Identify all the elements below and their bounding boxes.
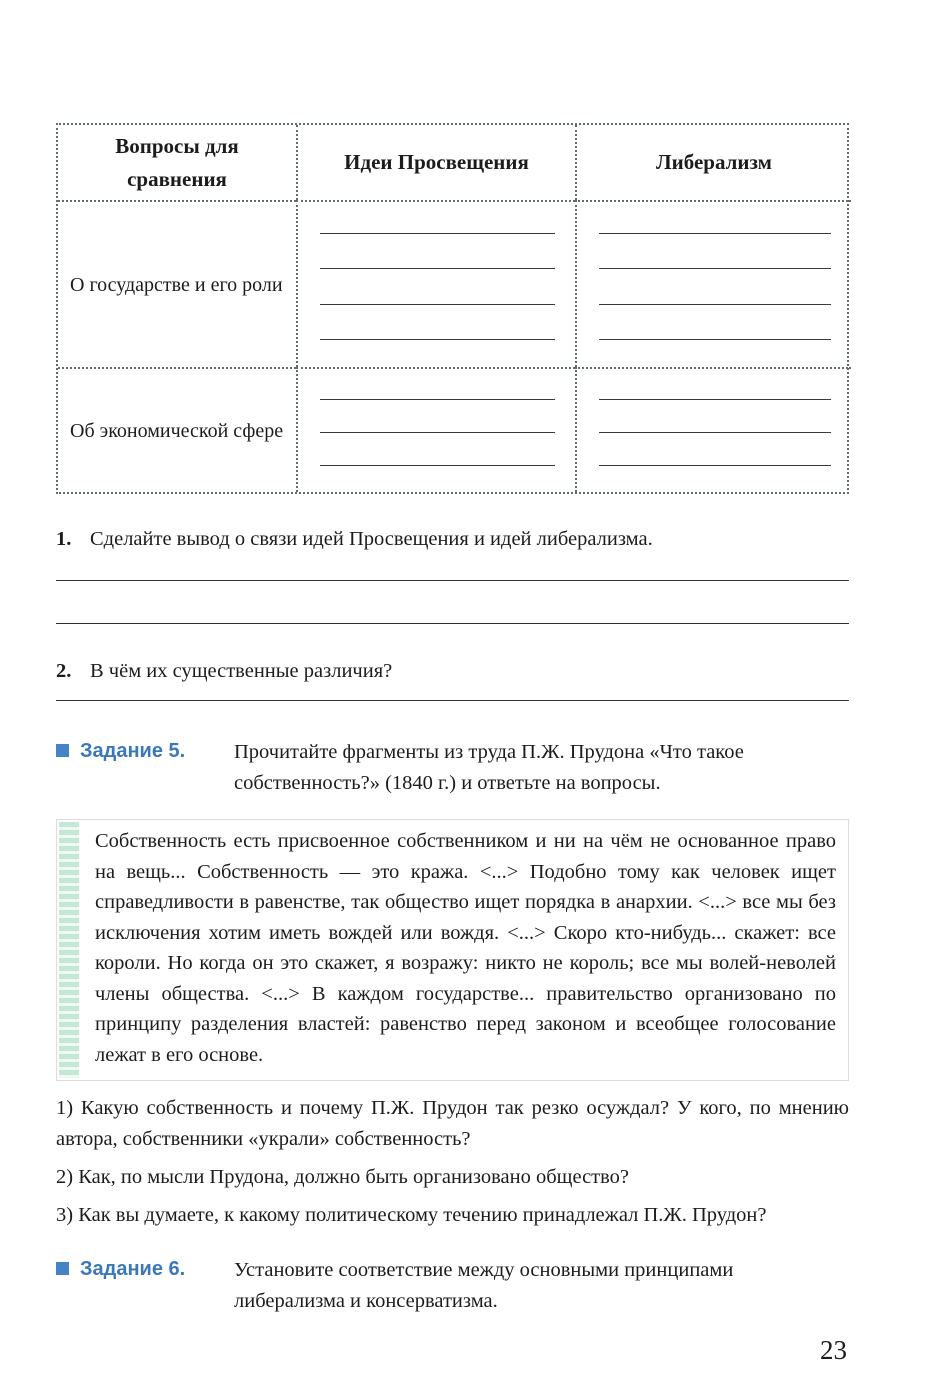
table-cell-blank-lines xyxy=(296,367,575,492)
question-number: 1. xyxy=(56,528,72,550)
subquestion-2: 2) Как, по мысли Прудона, должно быть организовано общество? xyxy=(56,1166,630,1188)
task-label-text: Задание 6. xyxy=(80,1258,186,1280)
table-header-label: Либерализм xyxy=(656,150,772,175)
square-bullet-icon xyxy=(56,744,69,757)
question-number: 2. xyxy=(56,660,72,682)
table-cell-blank-lines xyxy=(575,200,851,367)
write-in-line xyxy=(599,339,831,340)
task-6-label xyxy=(56,1255,234,1317)
write-in-line xyxy=(599,233,831,234)
task-label-text: Задание 5. xyxy=(80,740,186,762)
write-in-line xyxy=(599,465,831,466)
write-in-line xyxy=(320,339,555,340)
page-content xyxy=(56,123,849,1366)
write-in-line xyxy=(320,399,555,400)
table-header-label: Идеи Просвещения xyxy=(344,150,529,175)
table-row-label-state xyxy=(58,200,296,367)
subquestion-1: 1) Какую собственность и почему П.Ж. Прудон так резко осуждал? У кого, по мнению автора, собственники «украли» собственность? xyxy=(56,1097,849,1150)
write-in-line xyxy=(599,268,831,269)
write-in-line xyxy=(320,304,555,305)
subquestion-3: 3) Как вы думаете, к какому политическому течению принадлежал П.Ж. Прудон? xyxy=(56,1204,767,1226)
table-row-label-economy xyxy=(58,367,296,492)
row-label-text: О государстве и его роли xyxy=(70,273,283,296)
question-text: Сделайте вывод о связи идей Просвещения и идей либерализма. xyxy=(90,528,653,550)
question-2 xyxy=(56,656,849,686)
write-in-line xyxy=(320,432,555,433)
table-cell-blank-lines xyxy=(296,200,575,367)
page-number: 23 xyxy=(820,1335,847,1365)
question-text: В чём их существенные различия? xyxy=(90,660,393,682)
task-6-text: Установите соответствие между основными принципами либерализма и консерватизма. xyxy=(234,1259,734,1312)
answer-line xyxy=(56,581,849,624)
table-cell-blank-lines xyxy=(575,367,851,492)
answer-line xyxy=(56,554,849,581)
question-1 xyxy=(56,524,849,554)
table-header-label: Вопросы для сравнения xyxy=(115,133,239,191)
write-in-line xyxy=(599,432,831,433)
answer-line xyxy=(56,686,849,701)
write-in-line xyxy=(599,399,831,400)
table-header-compare-questions xyxy=(58,125,296,200)
task-5-questions xyxy=(56,1093,849,1231)
row-label-text: Об экономической сфере xyxy=(70,419,284,442)
write-in-line xyxy=(320,233,555,234)
write-in-line xyxy=(320,268,555,269)
table-header-enlightenment xyxy=(296,125,575,200)
task-5 xyxy=(56,737,849,799)
task-5-text: Прочитайте фрагменты из труда П.Ж. Прудона «Что такое собственность?» (1840 г.) и ответьте на вопросы. xyxy=(234,741,744,794)
comparison-table xyxy=(56,123,849,494)
write-in-line xyxy=(599,304,831,305)
task-6 xyxy=(56,1255,849,1317)
table-header-liberalism xyxy=(575,125,851,200)
quote-text: Собственность есть присвоенное собственником и ни на чём не основанное право на вещь... Собственность — это кража. <...> Подобно тому как человек ищет справедливости в равенстве, так общество ищет порядка в анархии. <...> все мы без исключения хотим иметь вождей или вождя. <...> Скоро кто-нибудь... скажет: все короли. Но когда он это скажет, я возражу: никто не король; все мы волей-неволей члены общества. <...> В каждом государстве... правительство организовано по принципу разделения властей: равенство перед законом и всеобщее голосование лежат в его основе. xyxy=(95,830,836,1066)
source-quote-box xyxy=(56,819,849,1081)
write-in-line xyxy=(320,465,555,466)
decorative-strip xyxy=(59,822,79,1078)
square-bullet-icon xyxy=(56,1262,69,1275)
task-5-label xyxy=(56,737,234,799)
